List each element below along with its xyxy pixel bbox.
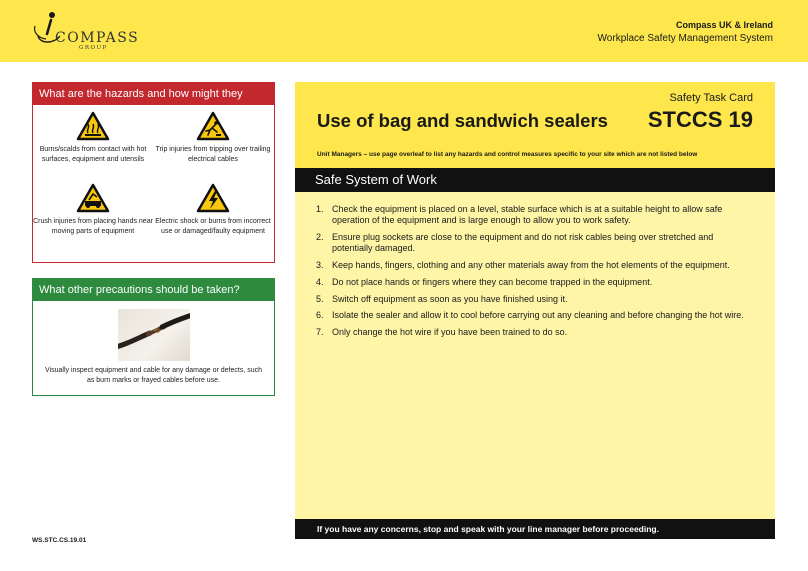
hazard-item — [33, 111, 153, 164]
card-label: Safety Task Card — [669, 92, 753, 104]
system-title: Workplace Safety Management System — [597, 33, 773, 44]
step-number: 7. — [316, 327, 324, 338]
steps-list — [316, 204, 756, 344]
hazards-panel-title: What are the hazards and how might they harm? — [33, 83, 274, 105]
list-item — [316, 277, 756, 288]
step-text: Switch off equipment as soon as you have finished using it. — [332, 293, 568, 304]
step-text: Keep hands, fingers, clothing and any other materials away from the hot elements of the equipment. — [332, 260, 730, 270]
step-number: 5. — [316, 293, 324, 304]
list-item — [316, 327, 756, 338]
hazard-text: Burns/scalds from contact with hot surfaces, equipment and utensils — [39, 146, 147, 163]
step-text: Only change the hot wire if you have been trained to do so. — [332, 327, 568, 338]
hazard-text: Trip injuries from tripping over trailing electrical cables — [155, 146, 271, 163]
card-title: Use of bag and sandwich sealers — [317, 110, 608, 131]
card-note: Unit Managers – use page overleaf to list any hazards and control measures specific to your site which are not listed below — [317, 151, 698, 158]
list-item — [316, 204, 756, 226]
page-header — [0, 0, 808, 62]
list-item — [316, 294, 756, 305]
hazards-panel — [32, 82, 275, 263]
electric-shock-icon — [196, 183, 230, 213]
organisation-name: Compass UK & Ireland — [675, 20, 773, 30]
trip-hazard-icon — [196, 111, 230, 141]
document-reference: WS.STC.CS.19.01 — [32, 537, 87, 544]
step-text: Do not place hands or fingers where they can become trapped in the equipment. — [332, 276, 653, 287]
hazard-text: Crush injuries from placing hands near moving parts of equipment — [33, 218, 153, 235]
hazard-item — [33, 183, 153, 236]
step-number: 3. — [316, 260, 324, 270]
logo-wordmark: COMPASS — [55, 30, 140, 46]
precautions-panel — [32, 278, 275, 396]
list-item — [316, 260, 756, 271]
list-item — [316, 232, 756, 254]
safety-task-card — [295, 82, 775, 539]
section-title: Safe System of Work — [295, 168, 775, 192]
damaged-cable-photo — [118, 309, 190, 361]
step-text: Isolate the sealer and allow it to cool before carrying out any cleaning and before changing the hot wire. — [332, 310, 744, 321]
step-number: 6. — [316, 310, 324, 321]
step-number: 4. — [316, 276, 324, 287]
logo-subtext: GROUP — [79, 45, 108, 51]
hazard-text: Electric shock or burns from incorrect use or damaged/faulty equipment — [155, 218, 271, 235]
card-code: STCCS 19 — [647, 107, 753, 132]
step-number: 1. — [316, 204, 324, 214]
step-text: Check the equipment is placed on a level, stable surface which is at a suitable height to allow safe operation of the equipment and is large enough to allow you to work safety. — [332, 204, 723, 226]
list-item — [316, 310, 756, 321]
card-header — [295, 82, 775, 168]
step-text: Ensure plug sockets are close to the equipment and do not risk cables being over stretched and potentially damaged. — [332, 232, 714, 254]
step-number: 2. — [316, 232, 324, 242]
hazard-item — [153, 183, 273, 236]
footer-warning: If you have any concerns, stop and speak with your line manager before proceeding. — [295, 519, 775, 539]
crush-hazard-icon — [76, 183, 110, 213]
hot-surface-icon — [76, 111, 110, 141]
precautions-text: Visually inspect equipment and cable for any damage or defects, such as burn marks or frayed cables before use. — [45, 367, 262, 384]
hazard-item — [153, 111, 273, 164]
precautions-panel-title: What other precautions should be taken? — [33, 279, 274, 301]
